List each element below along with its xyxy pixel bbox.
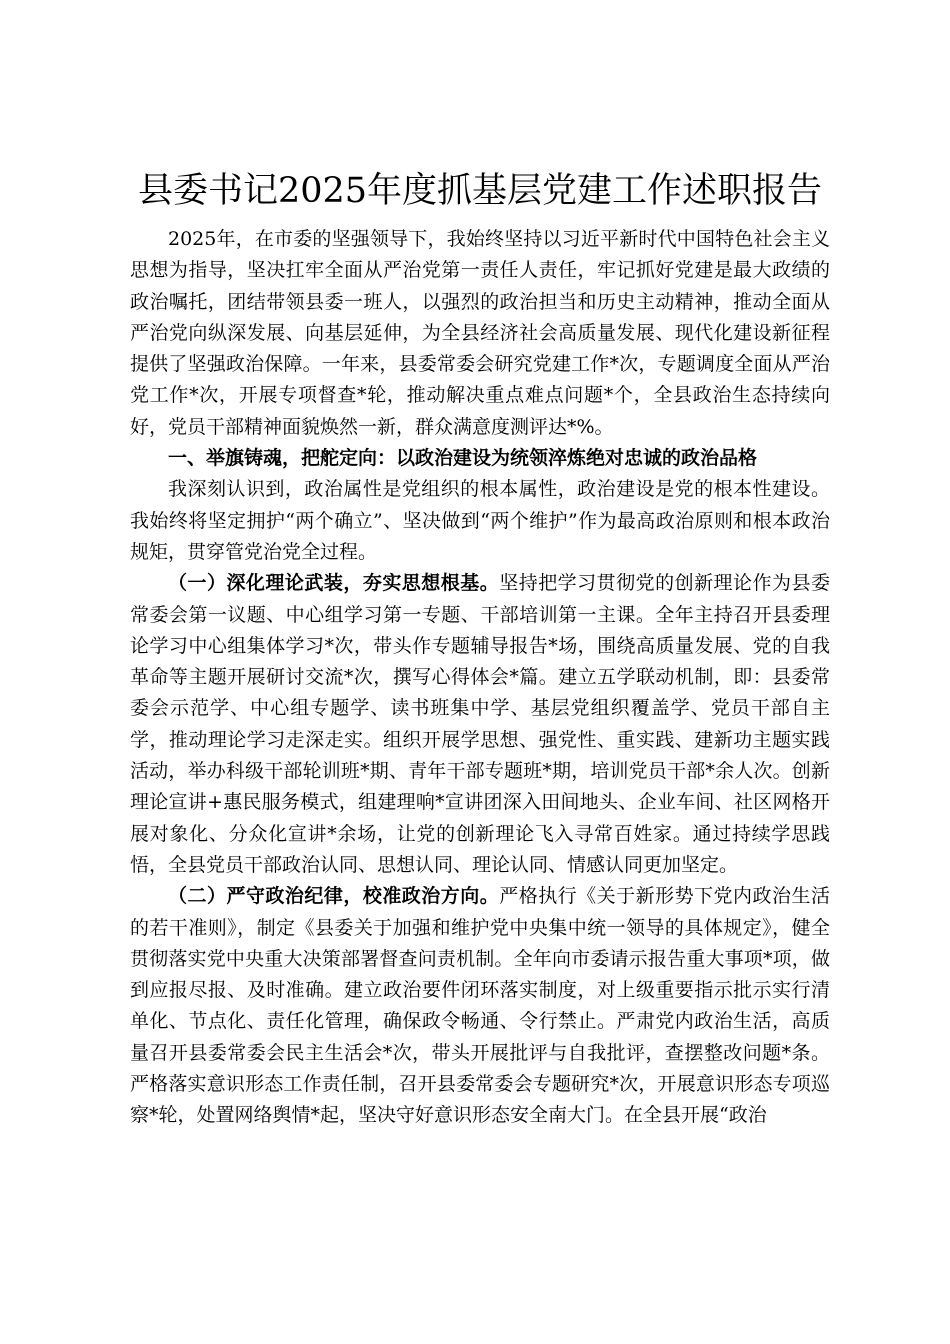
subsection-lead-1: （一）深化理论武装，夯实思想根基。 — [168, 572, 500, 595]
subsection-lead-2: （二）严守政治纪律，校准政治方向。 — [168, 885, 500, 908]
document-title: 县委书记2025年度抓基层党建工作述职报告 — [137, 171, 823, 211]
subsection-body-1: 坚持把学习贯彻党的创新理论作为县委常委会第一议题、中心组学习第一专题、干部培训第一主课。全年主持召开县委理论学习中心组集体学习*次，带头作专题辅导报告*场，围绕高质量发展、党的自我革命等主题开展研讨交流*次，撰写心得体会*篇。建立五学联动机制，即：县委常委会示范学、中心组专题学、读书班集中学、基层党组织覆盖学、党员干部自主学，推动理论学习走深走实。组织开展学思想、强党性、重实践、建新功主题实践活动，举办科级干部轮训班*期、青年干部专题班*期，培训党员干部*余人次。创新理论宣讲+惠民服务模式，组建理响*宣讲团深入田间地头、企业车间、社区网格开展对象化、分众化宣讲*余场，让党的创新理论飞入寻常百姓家。通过持续学思践悟，全县党员干部政治认同、思想认同、理论认同、情感认同更加坚定。 — [130, 572, 830, 876]
section-heading: 一、举旗铸魂，把舵定向：以政治建设为统领淬炼绝对忠诚的政治品格 — [168, 447, 758, 470]
subsection-paragraph-1 — [130, 568, 830, 881]
intro-paragraph: 2025年，在市委的坚强领导下，我始终坚持以习近平新时代中国特色社会主义思想为指导，坚决扛牢全面从严治党第一责任人责任，牢记抓好党建是最大政绩的政治嘱托，团结带领县委一班人，以强烈的政治担当和历史主动精神，推动全面从严治党向纵深发展、向基层延伸，为全县经济社会高质量发展、现代化建设新征程提供了坚强政治保障。一年来，县委常委会研究党建工作*次，专题调度全面从严治党工作*次，开展专项督查*轮，推动解决重点难点问题*个，全县政治生态持续向好，党员干部精神面貌焕然一新，群众满意度测评达*%。 — [130, 228, 830, 438]
subsection-body-2: 严格执行《关于新形势下党内政治生活的若干准则》，制定《县委关于加强和维护党中央集中统一领导的具体规定》，健全贯彻落实党中央重大决策部署督查问责机制。全年向市委请示报告重大事项*项，做到应报尽报、及时准确。建立政治要件闭环落实制度，对上级重要指示批示实行清单化、节点化、责任化管理，确保政令畅通、令行禁止。严肃党内政治生活，高质量召开县委常委会民主生活会*次，带头开展批评与自我批评，查摆整改问题*条。严格落实意识形态工作责任制，召开县委常委会专题研究*次，开展意识形态专项巡察*轮，处置网络舆情*起，坚决守好意识形态安全南大门。在全县开展“政治 — [130, 885, 830, 1127]
subsection-paragraph-2 — [130, 881, 830, 1131]
section-paragraph: 我深刻认识到，政治属性是党组织的根本属性，政治建设是党的根本性建设。我始终将坚定拥护“两个确立”、坚决做到“两个维护”作为最高政治原则和根本政治规矩，贯穿管党治党全过程。 — [130, 478, 830, 563]
document-page — [130, 166, 830, 1132]
